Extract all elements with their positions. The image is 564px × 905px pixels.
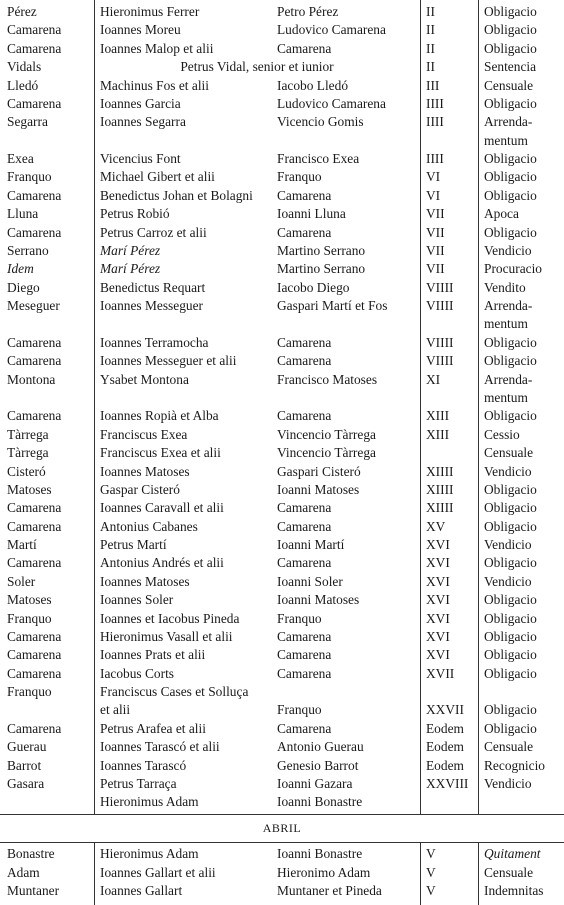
recipient-cell: Martino Serrano [277,242,366,258]
party-cell: Camarena [7,518,62,534]
table-row [0,683,564,701]
day-cell: VII [426,206,445,222]
grantor-cell: Ioannes et Iacobus Pineda [100,610,240,626]
recipient-cell: Ioanni Martí [277,537,345,553]
act-type-cell: Arrenda- [484,298,533,314]
act-type-cell: Obligacio [484,224,537,240]
day-cell: VII [426,224,445,240]
act-type-cell: Vendicio [484,775,532,791]
day-cell: VI [426,187,441,203]
day-cell: II [426,40,435,56]
grantor-cell: Benedictus Johan et Bolagni [100,187,253,203]
party-cell: Matoses [7,592,52,608]
party-cell: Lledó [7,77,39,93]
grantor-cell: Ioannes Prats et alii [100,647,206,663]
table-row [0,187,564,205]
table-row [0,205,564,223]
table-row [0,407,564,425]
table-row [0,775,564,793]
act-type-cell: Obligacio [484,95,537,111]
act-type-cell: Censuale [484,445,534,461]
party-cell: Camarena [7,224,62,240]
table-row [0,352,564,370]
grantor-cell: Petrus Arafea et alii [100,720,206,736]
day-cell: XVI [426,573,450,589]
party-cell: Tàrrega [7,445,49,461]
day-cell: XVII [426,665,455,681]
act-type-cell: Obligacio [484,647,537,663]
party-cell: Camarena [7,40,62,56]
recipient-cell: Vincencio Tàrrega [277,445,376,461]
recipient-cell: Camarena [277,720,332,736]
table-row [0,554,564,572]
day-cell: XIIII [426,500,454,516]
act-type-cell: Vendicio [484,242,532,258]
table-row [0,40,564,58]
day-cell: VII [426,242,445,258]
act-type-cell: Obligacio [484,500,537,516]
party-cell: Franquo [7,684,52,700]
table-row [0,518,564,536]
act-type-cell: Obligacio [484,151,537,167]
table-row [0,242,564,260]
table-row [0,150,564,168]
table-row [0,21,564,39]
recipient-cell: Gaspari Martí et Fos [277,298,388,314]
grantor-cell: Iacobus Corts [100,665,175,681]
act-type-cell: Obligacio [484,40,537,56]
table-row [0,3,564,21]
party-cell: Camarena [7,95,62,111]
table-row [0,536,564,554]
day-cell: VIIII [426,279,454,295]
table-row [0,224,564,242]
grantor-cell: Ioannes Matoses [100,463,190,479]
day-cell: XXVIII [426,775,469,791]
party-cell: Camarena [7,408,62,424]
party-cell: Martí [7,537,37,553]
grantor-cell: Ioannes Gallart [100,883,183,898]
recipient-cell: Franquo [277,610,322,626]
party-cell: Camarena [7,647,62,663]
grantor-cell: Vicencius Font [100,151,181,167]
grantor-cell: Petrus Carroz et alii [100,224,207,240]
party-cell: Vidals [7,59,42,75]
table-row [0,297,564,315]
grantor-cell: Ioannes Matoses [100,573,190,589]
table-row [0,610,564,628]
day-cell: XIII [426,408,450,424]
grantor-cell: Franciscus Exea [100,426,188,442]
party-cell: Franquo [7,169,52,185]
recipient-cell: Vincencio Tàrrega [277,426,376,442]
table-row [0,334,564,352]
act-type-cell: Arrenda- [484,371,533,387]
party-cell: Camarena [7,22,62,38]
grantor-cell: Michael Gibert et alii [100,169,215,185]
party-cell: Camarena [7,353,62,369]
party-cell: Barrot [7,757,42,773]
grantor-cell: Ysabet Montona [100,371,189,387]
party-cell: Meseguer [7,298,60,314]
party-cell: Camarena [7,555,62,571]
grantor-cell: Hieronimus Adam [100,794,199,810]
act-type-cell: Obligacio [484,481,537,497]
party-cell: Bonastre [7,846,55,861]
party-cell: Tàrrega [7,426,49,442]
recipient-cell: Francisco Exea [277,151,360,167]
act-type-cell: Obligacio [484,720,537,736]
table-row [0,58,564,76]
party-cell: Camarena [7,720,62,736]
recipient-cell: Camarena [277,353,332,369]
grantor-cell: Hieronimus Adam [100,846,199,861]
grantor-cell: Ioannes Garcia [100,95,181,111]
recipient-cell: Ludovico Camarena [277,22,386,38]
table-row [0,444,564,462]
act-type-cell: Censuale [484,77,534,93]
table-row [0,864,564,882]
party-cell: Camarena [7,500,62,516]
act-type-cell: Obligacio [484,592,537,608]
table-row [0,757,564,775]
act-type-cell: Obligacio [484,353,537,369]
grantor-cell: Ioannes Caravall et alii [100,500,224,516]
day-cell: XIIII [426,463,454,479]
act-type-cell: Obligacio [484,22,537,38]
table-row [0,95,564,113]
party-cell: Idem [7,261,34,277]
table-row [0,646,564,664]
recipient-cell: Hieronimo Adam [277,864,371,880]
party-cell: Camarena [7,187,62,203]
section-label: ABRIL [262,821,302,835]
recipient-cell: Camarena [277,500,332,516]
party-cell: Muntaner [7,883,60,898]
party-cell: Camarena [7,628,62,644]
table-row [0,389,564,407]
table-row [0,168,564,186]
recipient-cell: Ioanni Bonastre [277,846,363,861]
recipient-cell: Franquo [277,169,322,185]
day-cell: XVI [426,628,450,644]
day-cell: V [426,846,436,861]
table-row [0,591,564,609]
act-type-cell: Obligacio [484,187,537,203]
recipient-cell: Ioanni Matoses [277,481,360,497]
grantor-cell: Benedictus Requart [100,279,206,295]
grantor-cell: Ioannes Gallart et alii [100,864,216,880]
recipient-cell: Camarena [277,665,332,681]
day-cell: IIII [426,114,444,130]
act-type-cell: Arrenda- [484,114,533,130]
table-row [0,463,564,481]
grantor-cell: Ioannes Segarra [100,114,186,130]
day-cell: VII [426,261,445,277]
act-type-cell: Obligacio [484,169,537,185]
grantor-cell: Petrus Robió [100,206,170,222]
recipient-cell: Iacobo Lledó [277,77,349,93]
party-cell: Guerau [7,739,47,755]
party-cell: Franquo [7,610,52,626]
table-row [0,720,564,738]
day-cell: XXVII [426,702,464,718]
grantor-cell: Ioannes Ropià et Alba [100,408,219,424]
recipient-cell: Camarena [277,518,332,534]
table-row [0,371,564,389]
recipient-cell: Camarena [277,40,332,56]
day-cell: V [426,864,436,880]
recipient-cell: Camarena [277,647,332,663]
recipient-cell: Franquo [277,702,322,718]
table-row [0,882,564,900]
recipient-cell: Genesio Barrot [277,757,359,773]
table-row [0,132,564,150]
day-cell: II [426,4,435,19]
table-row [0,738,564,756]
table-row [0,279,564,297]
grantor-cell: Ioannes Tarascó et alii [100,739,220,755]
recipient-cell: Petro Pérez [277,4,339,19]
grantor-cell: Gaspar Cisteró [100,481,180,497]
act-type-cell: Obligacio [484,334,537,350]
act-type-cell: Obligacio [484,665,537,681]
day-cell: XVI [426,555,450,571]
act-type-cell: Obligacio [484,555,537,571]
party-cell: Lluna [7,206,39,222]
act-type-cell: Censuale [484,864,534,880]
recipient-cell: Ioanni Lluna [277,206,346,222]
day-cell: XV [426,518,446,534]
grantor-cell: Ioannes Soler [100,592,174,608]
party-cell: Cisteró [7,463,46,479]
day-cell: VI [426,169,441,185]
party-cell: Pérez [7,4,37,19]
day-cell: VIIII [426,334,454,350]
recipient-cell: Ludovico Camarena [277,95,386,111]
day-cell: XIIII [426,481,454,497]
recipient-cell: Ioanni Bonastre [277,794,363,810]
grantor-cell: Petrus Martí [100,537,167,553]
act-type-cell: mentum [484,389,528,405]
day-cell: VIIII [426,353,454,369]
grantor-cell: Hieronimus Vasall et alii [100,628,233,644]
grantor-cell: Marí Pérez [100,242,161,258]
table-row [0,113,564,131]
recipient-cell: Camarena [277,187,332,203]
table-row [0,793,564,811]
day-cell: XI [426,371,441,387]
grantor-cell: Ioannes Moreu [100,22,181,38]
recipient-cell: Iacobo Diego [277,279,350,295]
grantor-cell: Franciscus Exea et alii [100,445,221,461]
grantor-cell: Ioannes Tarascó [100,757,187,773]
recipient-cell: Ioanni Soler [277,573,343,589]
recipient-cell: Camarena [277,555,332,571]
grantor-cell: Machinus Fos et alii [100,77,209,93]
recipient-cell: Martino Serrano [277,261,366,277]
act-type-cell: mentum [484,132,528,148]
recipient-cell: Francisco Matoses [277,371,378,387]
recipient-cell: Gaspari Cisteró [277,463,361,479]
recipient-cell: Camarena [277,408,332,424]
act-type-cell: Obligacio [484,702,537,718]
table-row [0,77,564,95]
day-cell: V [426,883,436,898]
table-row [0,499,564,517]
day-cell: Eodem [426,757,464,773]
day-cell: IIII [426,151,444,167]
grantor-cell: Ioannes Messeguer [100,298,203,314]
grantor-cell: Marí Pérez [100,261,161,277]
day-cell: IIII [426,95,444,111]
section-rule-bottom [0,842,564,843]
section-rule-top [0,814,564,815]
act-type-cell: Obligacio [484,518,537,534]
recipient-cell: Ioanni Gazara [277,775,353,791]
recipient-cell: Ioanni Matoses [277,592,360,608]
day-cell: II [426,59,435,75]
table-row [0,260,564,278]
act-type-cell: Recognicio [484,757,545,773]
recipient-cell: Camarena [277,224,332,240]
act-type-cell: Vendito [484,279,526,295]
party-cell: Exea [7,151,34,167]
act-type-cell: Apoca [484,206,519,222]
table-row [0,481,564,499]
table-row [0,665,564,683]
day-cell: III [426,77,440,93]
party-cell: Adam [7,864,40,880]
day-cell: VIIII [426,298,454,314]
act-type-cell: Indemnitas [484,883,544,898]
act-type-cell: Obligacio [484,628,537,644]
party-cell: Soler [7,573,36,589]
act-type-cell: Obligacio [484,4,537,19]
table-row [0,628,564,646]
table-row [0,845,564,863]
grantor-cell: et alii [100,702,131,718]
act-type-cell: Vendicio [484,573,532,589]
act-type-cell: Obligacio [484,610,537,626]
party-cell: Camarena [7,665,62,681]
day-cell: XVI [426,647,450,663]
party-cell: Diego [7,279,40,295]
table-row [0,426,564,444]
day-cell: Eodem [426,720,464,736]
party-cell: Montona [7,371,56,387]
recipient-cell: Camarena [277,334,332,350]
recipient-cell: Vicencio Gomis [277,114,364,130]
merged-party-cell: Petrus Vidal, senior et iunior [180,59,334,75]
act-type-cell: Quitament [484,846,541,861]
grantor-cell: Petrus Tarraça [100,775,177,791]
day-cell: XVI [426,592,450,608]
act-type-cell: Obligacio [484,408,537,424]
party-cell: Serrano [7,242,49,258]
grantor-cell: Hieronimus Ferrer [100,4,200,19]
act-type-cell: Vendicio [484,537,532,553]
grantor-cell: Antonius Andrés et alii [100,555,224,571]
grantor-cell: Franciscus Cases et Solluça [100,684,249,700]
act-type-cell: Sentencia [484,59,537,75]
party-cell: Gasara [7,775,45,791]
party-cell: Camarena [7,334,62,350]
day-cell: XVI [426,537,450,553]
table-row [0,573,564,591]
day-cell: XVI [426,610,450,626]
day-cell: II [426,22,435,38]
act-type-cell: mentum [484,316,528,332]
day-cell: Eodem [426,739,464,755]
recipient-cell: Antonio Guerau [277,739,364,755]
act-type-cell: Vendicio [484,463,532,479]
grantor-cell: Ioannes Terramocha [100,334,209,350]
act-type-cell: Cessio [484,426,520,442]
grantor-cell: Antonius Cabanes [100,518,198,534]
grantor-cell: Ioannes Malop et alii [100,40,214,56]
act-type-cell: Procuracio [484,261,543,277]
table-row [0,701,564,719]
recipient-cell: Muntaner et Pineda [277,883,382,898]
recipient-cell: Camarena [277,628,332,644]
party-cell: Segarra [7,114,48,130]
table-row [0,315,564,333]
act-type-cell: Censuale [484,739,534,755]
grantor-cell: Ioannes Messeguer et alii [100,353,237,369]
party-cell: Matoses [7,481,52,497]
day-cell: XIII [426,426,450,442]
